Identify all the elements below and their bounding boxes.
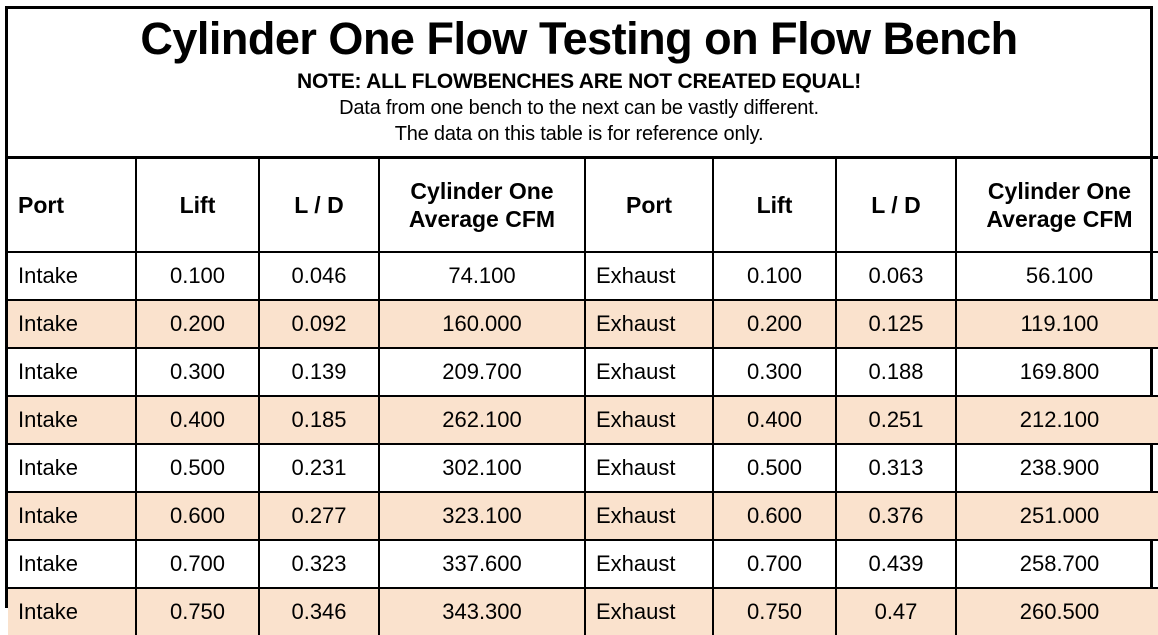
cell-ld-intake: 0.185 xyxy=(259,396,379,444)
cell-ld-exhaust: 0.251 xyxy=(836,396,956,444)
table-row xyxy=(8,348,1158,396)
cell-lift-exhaust: 0.200 xyxy=(713,300,836,348)
cell-lift-intake: 0.100 xyxy=(136,252,259,300)
cell-port-intake: Intake xyxy=(8,444,136,492)
cell-cfm-exhaust: 119.100 xyxy=(956,300,1158,348)
flow-data-table xyxy=(8,156,1158,635)
cell-port-exhaust: Exhaust xyxy=(585,396,713,444)
column-header-line-1: L / D xyxy=(294,191,344,218)
cell-lift-intake: 0.750 xyxy=(136,588,259,635)
column-header-ld-exhaust xyxy=(836,158,956,253)
column-header-line-2: Average CFM xyxy=(408,206,556,233)
cell-port-intake: Intake xyxy=(8,540,136,588)
cell-port-intake: Intake xyxy=(8,588,136,635)
cell-port-exhaust: Exhaust xyxy=(585,492,713,540)
cell-port-intake: Intake xyxy=(8,252,136,300)
column-header-lift-exhaust xyxy=(713,158,836,253)
cell-port-exhaust: Exhaust xyxy=(585,444,713,492)
table-row xyxy=(8,492,1158,540)
cell-cfm-exhaust: 56.100 xyxy=(956,252,1158,300)
column-header-ld-intake xyxy=(259,158,379,253)
cell-cfm-intake: 74.100 xyxy=(379,252,585,300)
table-frame xyxy=(5,6,1153,625)
cell-ld-intake: 0.277 xyxy=(259,492,379,540)
cell-ld-exhaust: 0.376 xyxy=(836,492,956,540)
column-header-line-2: Average CFM xyxy=(986,206,1133,233)
column-header-lift-intake xyxy=(136,158,259,253)
cell-cfm-intake: 302.100 xyxy=(379,444,585,492)
cell-port-exhaust: Exhaust xyxy=(585,348,713,396)
table-row xyxy=(8,396,1158,444)
column-header-line-1: Cylinder One xyxy=(987,177,1132,204)
cell-lift-intake: 0.500 xyxy=(136,444,259,492)
title-block xyxy=(8,9,1150,150)
cell-cfm-intake: 262.100 xyxy=(379,396,585,444)
cell-cfm-exhaust: 238.900 xyxy=(956,444,1158,492)
page-title: Cylinder One Flow Testing on Flow Bench xyxy=(140,13,1018,64)
cell-ld-exhaust: 0.063 xyxy=(836,252,956,300)
cell-port-intake: Intake xyxy=(8,492,136,540)
column-header-cfm-exhaust xyxy=(956,158,1158,253)
column-header-line-1: Lift xyxy=(756,191,793,218)
cell-port-exhaust: Exhaust xyxy=(585,300,713,348)
cell-ld-intake: 0.323 xyxy=(259,540,379,588)
cell-lift-intake: 0.400 xyxy=(136,396,259,444)
cell-cfm-exhaust: 258.700 xyxy=(956,540,1158,588)
cell-port-intake: Intake xyxy=(8,396,136,444)
note-subline-1: Data from one bench to the next can be vastly different. xyxy=(339,97,819,120)
cell-lift-exhaust: 0.100 xyxy=(713,252,836,300)
cell-lift-intake: 0.200 xyxy=(136,300,259,348)
cell-cfm-intake: 209.700 xyxy=(379,348,585,396)
cell-port-exhaust: Exhaust xyxy=(585,540,713,588)
column-header-cfm-intake xyxy=(379,158,585,253)
cell-lift-intake: 0.300 xyxy=(136,348,259,396)
cell-ld-intake: 0.139 xyxy=(259,348,379,396)
column-header-port-exhaust xyxy=(585,158,713,253)
cell-cfm-exhaust: 260.500 xyxy=(956,588,1158,635)
cell-ld-intake: 0.092 xyxy=(259,300,379,348)
note-subline-2: The data on this table is for reference only. xyxy=(394,123,764,146)
table-row xyxy=(8,300,1158,348)
cell-port-intake: Intake xyxy=(8,348,136,396)
column-header-line-1: Port xyxy=(626,191,672,218)
cell-lift-exhaust: 0.400 xyxy=(713,396,836,444)
cell-cfm-exhaust: 212.100 xyxy=(956,396,1158,444)
table-row xyxy=(8,444,1158,492)
column-header-line-1: L / D xyxy=(871,191,921,218)
cell-lift-exhaust: 0.600 xyxy=(713,492,836,540)
column-header-line-1: Cylinder One xyxy=(410,177,554,204)
table-row xyxy=(8,252,1158,300)
table-row xyxy=(8,588,1158,635)
cell-ld-intake: 0.346 xyxy=(259,588,379,635)
cell-port-exhaust: Exhaust xyxy=(585,252,713,300)
cell-ld-exhaust: 0.125 xyxy=(836,300,956,348)
cell-lift-exhaust: 0.700 xyxy=(713,540,836,588)
column-header-port-intake xyxy=(8,158,136,253)
cell-cfm-intake: 337.600 xyxy=(379,540,585,588)
cell-port-exhaust: Exhaust xyxy=(585,588,713,635)
cell-ld-exhaust: 0.47 xyxy=(836,588,956,635)
cell-cfm-intake: 160.000 xyxy=(379,300,585,348)
cell-cfm-exhaust: 169.800 xyxy=(956,348,1158,396)
cell-port-intake: Intake xyxy=(8,300,136,348)
table-body xyxy=(8,252,1158,635)
cell-cfm-intake: 323.100 xyxy=(379,492,585,540)
table-header-row xyxy=(8,158,1158,253)
cell-cfm-exhaust: 251.000 xyxy=(956,492,1158,540)
column-header-line-1: Lift xyxy=(179,191,216,218)
cell-lift-exhaust: 0.500 xyxy=(713,444,836,492)
cell-lift-exhaust: 0.300 xyxy=(713,348,836,396)
cell-ld-intake: 0.046 xyxy=(259,252,379,300)
column-header-line-1: Port xyxy=(18,191,64,218)
cell-ld-exhaust: 0.439 xyxy=(836,540,956,588)
cell-ld-exhaust: 0.188 xyxy=(836,348,956,396)
cell-ld-intake: 0.231 xyxy=(259,444,379,492)
cell-lift-intake: 0.700 xyxy=(136,540,259,588)
note-warning: NOTE: ALL FLOWBENCHES ARE NOT CREATED EQUAL! xyxy=(296,70,861,94)
cell-ld-exhaust: 0.313 xyxy=(836,444,956,492)
table-row xyxy=(8,540,1158,588)
cell-cfm-intake: 343.300 xyxy=(379,588,585,635)
cell-lift-exhaust: 0.750 xyxy=(713,588,836,635)
cell-lift-intake: 0.600 xyxy=(136,492,259,540)
